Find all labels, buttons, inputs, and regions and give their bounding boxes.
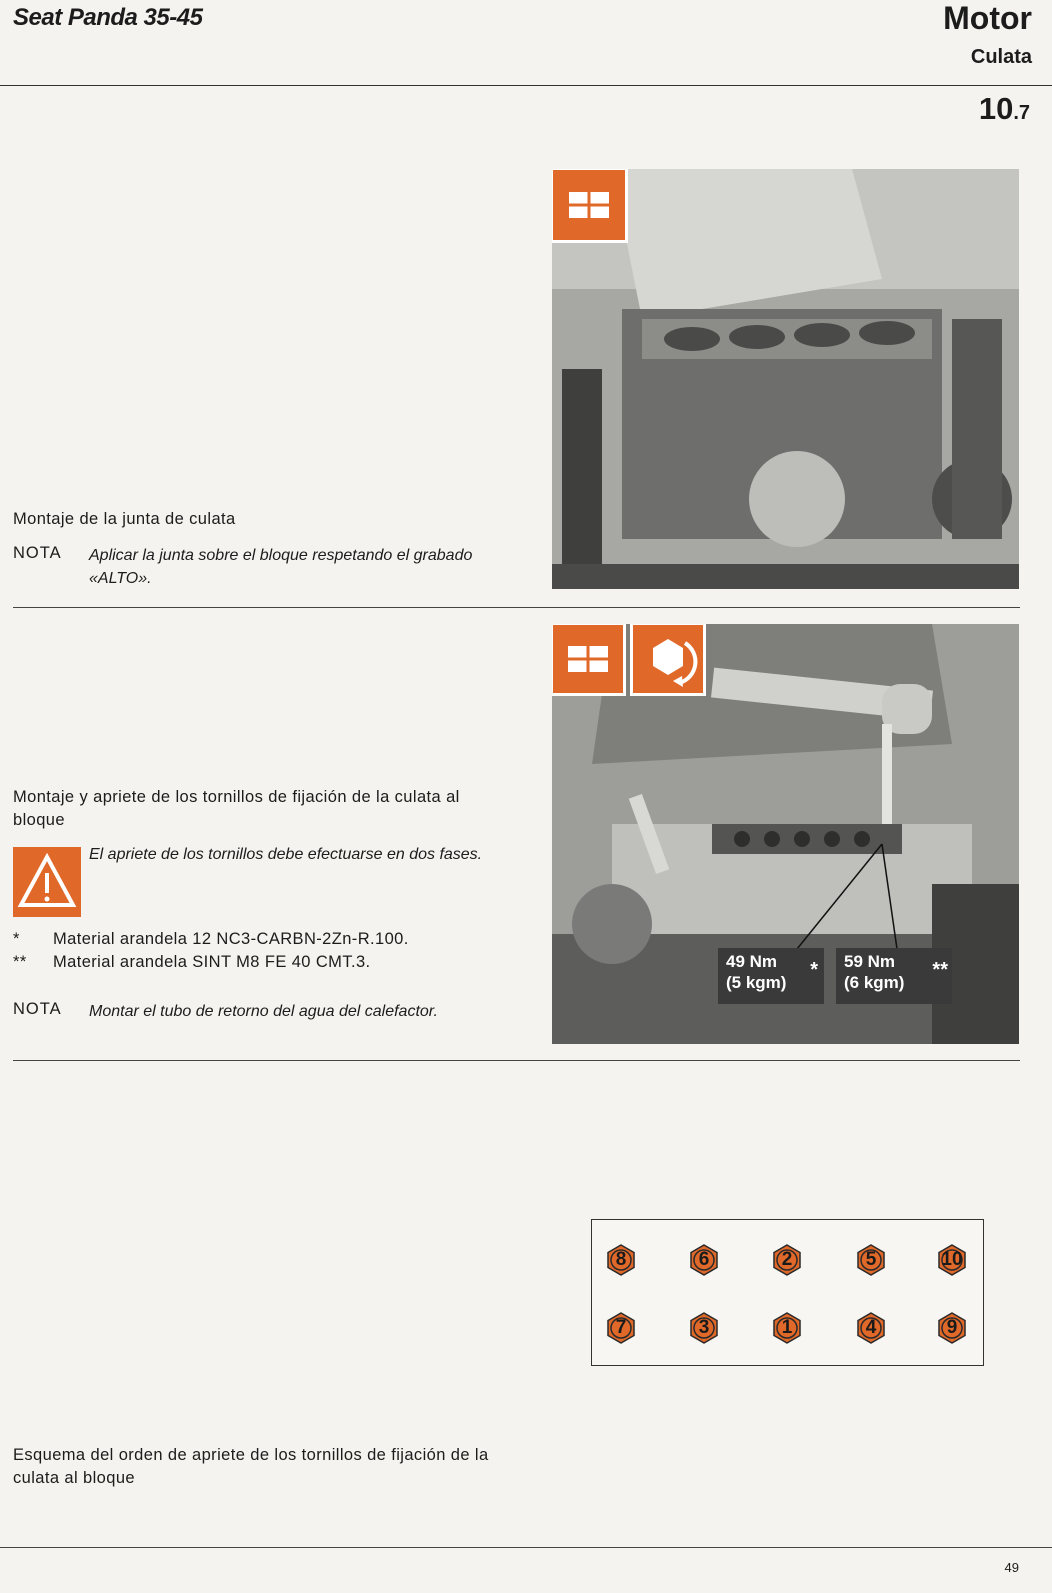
- bolt-bolts_bottom-0: [604, 1311, 638, 1345]
- footnote-1-mark: *: [13, 930, 20, 948]
- torque-mark-double: **: [932, 959, 948, 981]
- footnote-2: [13, 951, 513, 974]
- bolt-rotate-icon: [633, 625, 703, 693]
- section-number: [979, 91, 1030, 127]
- torque-value-49: 49 Nm: [726, 952, 778, 971]
- page-number: 49: [1004, 1560, 1019, 1575]
- bolt-number: 7: [615, 1317, 627, 1338]
- chapter-title: Motor: [943, 0, 1032, 36]
- bolt-number: 4: [865, 1317, 877, 1338]
- bolt-number: 10: [941, 1249, 963, 1270]
- photo-gasket-fitting: [552, 169, 1019, 589]
- step2-note-text: Montar el tubo de retorno del agua del calefactor.: [89, 1003, 438, 1020]
- footnote-1: [13, 928, 513, 951]
- section-sub: .7: [1013, 102, 1030, 124]
- bolt-number: 8: [615, 1249, 627, 1270]
- torque-wrench-icon: [630, 624, 706, 696]
- torque-mark-single: *: [810, 959, 818, 981]
- divider-1: [13, 607, 1020, 608]
- head-grid-icon: [553, 625, 623, 693]
- head-grid-icon: [553, 170, 625, 240]
- bolt-bolts_top-1: [687, 1243, 721, 1277]
- bolt-number: 2: [781, 1249, 793, 1270]
- tightening-sequence-diagram: [591, 1219, 984, 1366]
- header-rule: [0, 85, 1052, 86]
- footnote-2-text: Material arandela SINT M8 FE 40 CMT.3.: [53, 953, 371, 971]
- step1-caption: Montaje de la junta de culata: [13, 510, 236, 528]
- bolt-bolts_bottom-1: [687, 1311, 721, 1345]
- bolt-bolts_bottom-4: [935, 1311, 969, 1345]
- warning-text: El apriete de los tornillos debe efectuarse en dos fases.: [89, 846, 483, 863]
- bolt-bolts_bottom-3: [854, 1311, 888, 1345]
- bolt-bolts_top-0: [604, 1243, 638, 1277]
- step1-note-text: Aplicar la junta sobre el bloque respetando el grabado «ALTO».: [89, 547, 473, 587]
- photo-bolt-tightening: [552, 624, 1019, 1044]
- torque-value-59: 59 Nm: [844, 952, 896, 971]
- torque-label-59: [836, 948, 952, 1004]
- footnote-1-text: Material arandela 12 NC3-CARBN-2Zn-R.100.: [53, 930, 409, 948]
- torque-kgm-6: (6 kgm): [844, 973, 905, 992]
- bolt-number: 9: [946, 1317, 958, 1338]
- footer-rule: [0, 1547, 1052, 1548]
- cylinder-head-icon-2: [552, 624, 626, 696]
- step2-note-label: NOTA: [13, 1000, 62, 1018]
- step3-caption: Esquema del orden de apriete de los tornillos de fijación de la culata al bloque: [13, 1446, 489, 1487]
- cylinder-head-icon-1: [552, 169, 628, 243]
- subchapter-title: Culata: [970, 46, 1032, 68]
- bolt-number: 6: [698, 1249, 710, 1270]
- bolt-bolts_top-4: [935, 1243, 969, 1277]
- warning-triangle-icon: [13, 847, 81, 917]
- bolt-number: 5: [865, 1249, 877, 1270]
- step1-note-label: NOTA: [13, 544, 62, 562]
- footnote-2-mark: **: [13, 953, 27, 971]
- warning-icon: [13, 847, 81, 917]
- bolt-number: 3: [698, 1317, 710, 1338]
- torque-label-49: [718, 948, 824, 1004]
- bolt-number: 1: [781, 1317, 793, 1338]
- step2-caption: Montaje y apriete de los tornillos de fijación de la culata al bloque: [13, 788, 460, 829]
- manual-title: Seat Panda 35-45: [13, 4, 203, 31]
- divider-2: [13, 1060, 1020, 1061]
- torque-kgm-5: (5 kgm): [726, 973, 787, 992]
- bolt-bolts_bottom-2: [770, 1311, 804, 1345]
- bolt-bolts_top-3: [854, 1243, 888, 1277]
- section-main: 10: [978, 91, 1014, 126]
- bolt-bolts_top-2: [770, 1243, 804, 1277]
